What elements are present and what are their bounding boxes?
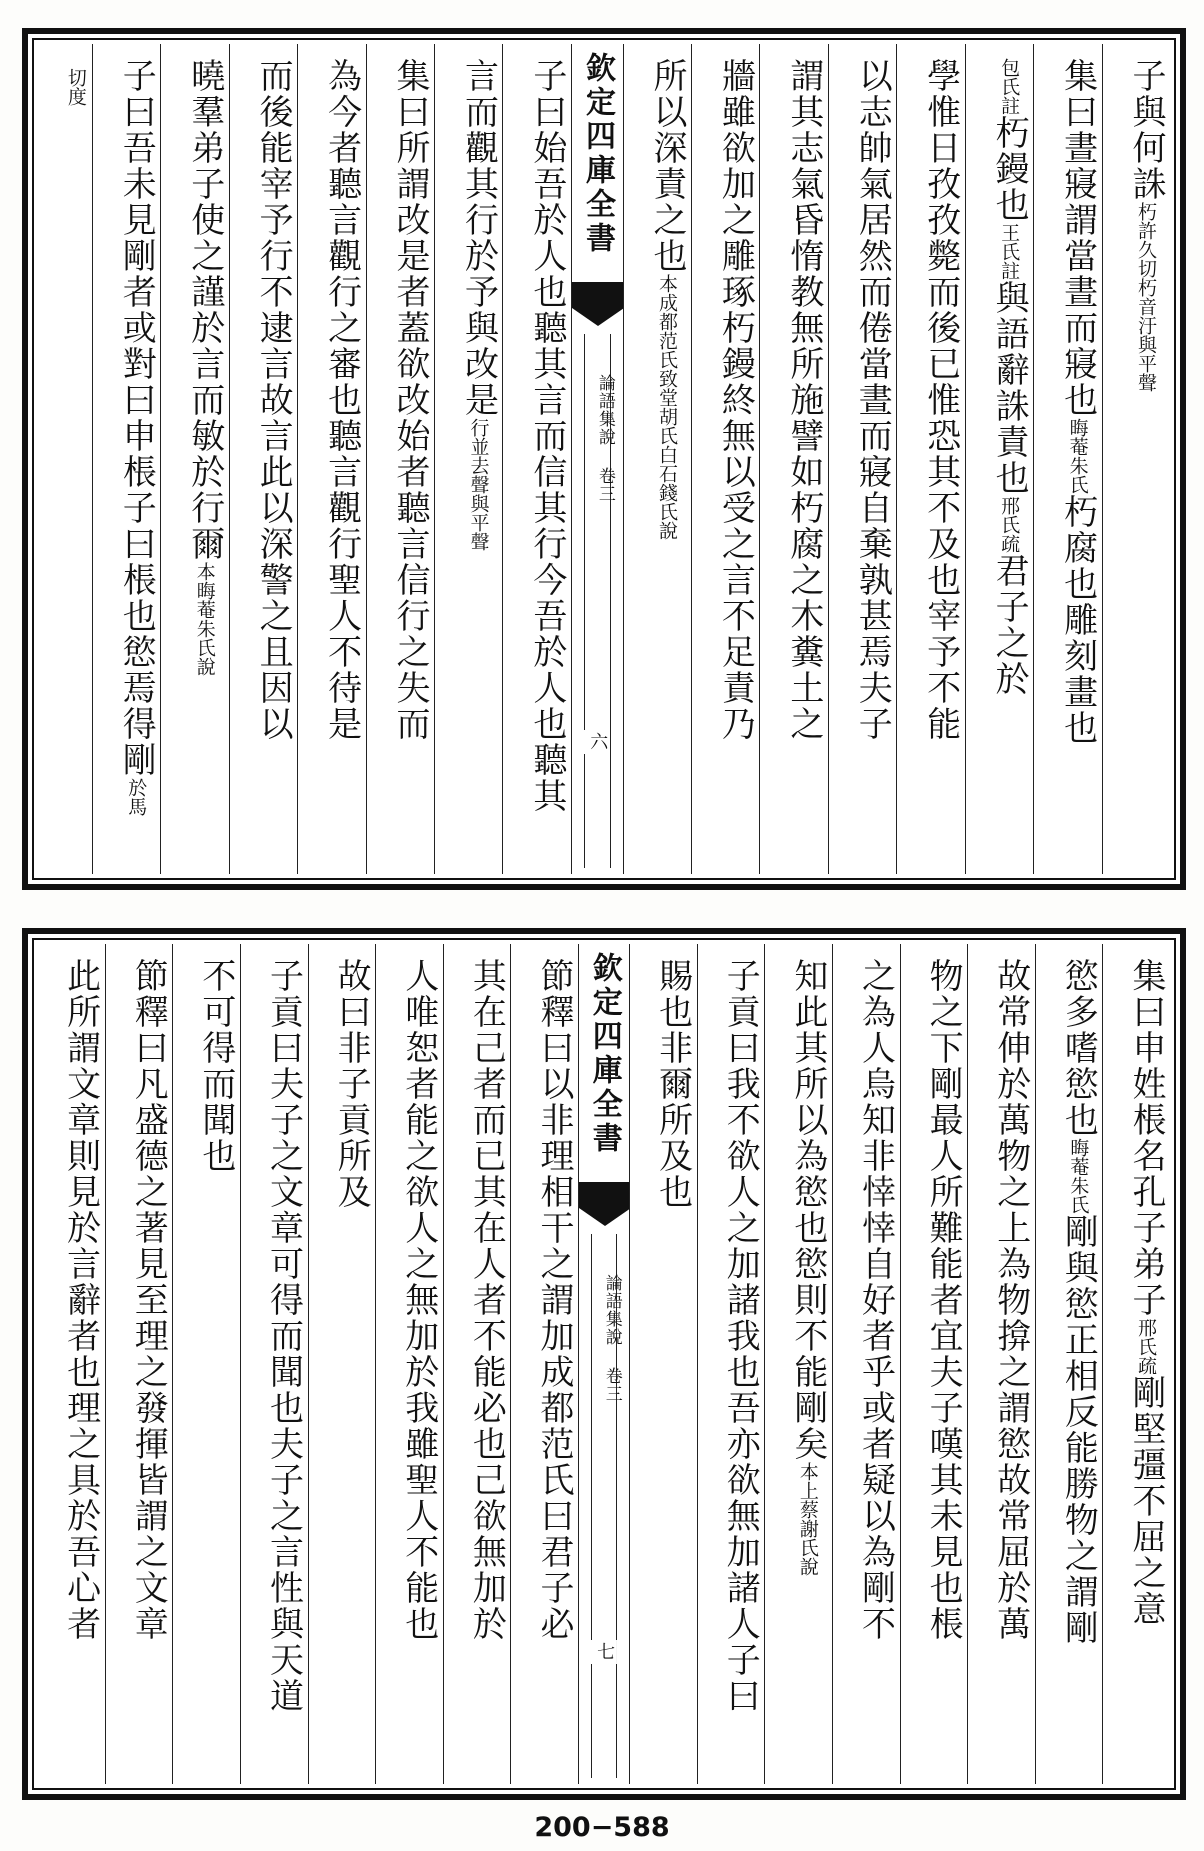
page-bottom [22,928,1186,1800]
interlinear-note: 本晦菴朱氏說 [193,562,216,676]
column-text: 慾多嗜慾也 [1058,958,1099,1138]
text-column [1102,944,1170,1784]
column-text: 與語辭誅責也 [989,280,1030,496]
column-text: 朽腐也雕刻畫也 [1057,494,1098,746]
column-text: 君子之於 [989,553,1030,697]
interlinear-note: 晦菴朱氏 [1066,418,1089,494]
text-column [105,944,173,1784]
column-text: 知此其所以為慾也慾則不能剛矣 [787,958,828,1462]
text-column [691,44,759,874]
interlinear-note: 朽許久切朽音汙與平聲 [1135,202,1157,392]
interlinear-note: 於馬 [125,778,148,816]
text-column [92,44,160,874]
column-text: 曉羣弟子使之謹於言而敏於行爾 [184,58,225,562]
fold-book-title: 論語集說 卷三 [601,1274,622,1403]
page-top [22,28,1186,890]
text-column [375,944,443,1784]
text-column [443,944,511,1784]
column-text: 而後能宰予行不逮言故言此以深警之且因以 [253,58,294,742]
interlinear-note: 本成都范氏致堂胡氏白石錢氏說 [655,274,678,540]
column-text: 牆雖欲加之雕琢朽鏝終無以受之言不足責乃 [715,58,756,742]
page-top-columns [38,44,1170,874]
interlinear-note: 切度 [64,68,87,106]
fold-leaf-number: 七 [591,1640,617,1664]
column-text: 人唯恕者能之欲人之無加於我雖聖人不能也 [398,958,439,1642]
column-text: 集曰晝寢謂當晝而寢也 [1057,58,1098,418]
interlinear-note: 行並去聲與平聲 [467,418,490,551]
text-column [1033,44,1101,874]
center-fold [571,44,623,874]
text-column [967,944,1035,1784]
column-text: 子貢曰夫子之文章可得而聞也夫子之言性與天道 [263,958,304,1714]
interlinear-note: 邢氏疏 [1135,1318,1157,1375]
text-column [229,44,297,874]
column-text: 剛堅彊不屈之意 [1126,1375,1166,1627]
fold-title: 欽定四庫全書 [579,52,615,256]
column-text: 學惟日孜孜斃而後已惟恐其不及也宰予不能 [920,58,961,742]
text-column [900,944,968,1784]
column-text: 所以深責之也 [646,58,687,274]
interlinear-note: 王氏註 [998,223,1021,280]
text-column [697,944,765,1784]
text-column [38,44,92,874]
interlinear-note: 包氏註 [998,58,1021,115]
fold-book-title: 論語集說 卷三 [594,374,615,503]
column-text: 賜也非爾所及也 [652,958,693,1210]
column-text: 節釋曰凡盛德之著見至理之發揮皆謂之文章 [128,958,169,1642]
page-bottom-columns [38,944,1170,1784]
column-text: 之為人烏知非悻悻自好者乎或者疑以為剛不 [855,958,896,1642]
column-text: 子曰始吾於人也聽其言而信其行今吾於人也聽其 [526,58,567,814]
text-column [510,944,578,1784]
column-text: 集曰申姓棖名孔子弟子 [1126,958,1166,1318]
text-column [240,944,308,1784]
text-column [160,44,228,874]
text-column [1102,44,1170,874]
text-column [308,944,376,1784]
fishtail-mark [572,282,623,308]
center-fold [578,944,629,1784]
column-text: 子貢曰我不欲人之加諸我也吾亦欲無加諸人子曰 [720,958,761,1714]
text-column [759,44,827,874]
interlinear-note: 晦菴朱氏 [1067,1138,1090,1214]
column-text: 為今者聽言觀行之審也聽言觀行聖人不待是 [321,58,362,742]
column-text: 物之下剛最人所難能者宜夫子嘆其未見也棖 [923,958,964,1642]
text-column [896,44,964,874]
text-column [629,944,697,1784]
interlinear-note: 本上蔡謝氏說 [796,1462,819,1576]
column-text: 子曰吾未見剛者或對曰申棖子曰棖也慾焉得剛 [116,58,157,778]
text-column [832,944,900,1784]
column-text: 剛與慾正相反能勝物之謂剛 [1058,1214,1099,1646]
column-text: 故常伸於萬物之上為物揜之謂慾故常屈於萬 [990,958,1031,1642]
column-text: 不可得而聞也 [195,958,236,1174]
text-column [828,44,896,874]
column-text: 言而觀其行於予與改是 [458,58,499,418]
column-text: 謂其志氣昏惰教無所施譬如朽腐之木糞土之 [783,58,824,742]
text-column [965,44,1033,874]
text-column [38,944,105,1784]
text-column [297,44,365,874]
column-text: 此所謂文章則見於言辭者也理之具於吾心者 [60,958,101,1642]
text-column [502,44,570,874]
text-column [172,944,240,1784]
column-text: 集曰所謂改是者蓋欲改始者聽言信行之失而 [390,58,431,742]
column-text: 朽鏝也 [989,115,1030,223]
column-text: 其在己者而已其在人者不能必也己欲無加於 [466,958,507,1642]
column-text: 節釋曰以非理相干之謂加成都范氏曰君子必 [534,958,575,1642]
text-column [764,944,832,1784]
column-text: 故曰非子貢所及 [331,958,372,1210]
text-column [1035,944,1103,1784]
column-text: 子與何誅 [1126,58,1166,202]
text-column [623,44,691,874]
fold-leaf-number: 六 [584,730,610,754]
text-column [434,44,502,874]
text-column [366,44,434,874]
fold-title: 欽定四庫全書 [586,952,622,1156]
column-text: 以志帥氣居然而倦當晝而寢自棄孰甚焉夫子 [852,58,893,742]
fishtail-mark [579,1182,629,1208]
interlinear-note: 邢氏疏 [998,496,1021,553]
page-number-footer: 200−588 [534,1812,670,1843]
